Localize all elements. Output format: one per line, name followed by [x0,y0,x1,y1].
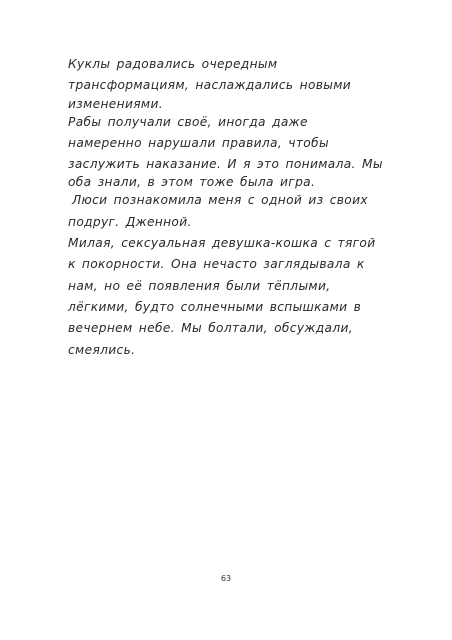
text-line: трансформациям, наслаждались новыми [68,78,352,93]
text-line: смеялись. [68,342,136,357]
text-line: Рабы получали своё, иногда даже [68,114,308,129]
text-line: нам, но её появления были тёплыми, [68,278,331,293]
text-line: Куклы радовались очередным [68,57,278,71]
text-line: подруг. Дженной. [68,214,192,229]
page-number: 63 [220,574,232,583]
text-line: заслужить наказание. И я это понимала. Мы [68,157,383,172]
body-text [68,54,388,361]
text-line: Люси познакомила меня с одной из своих [72,193,368,208]
text-line: Милая, сексуальная девушка-кошка с тягой [68,236,376,251]
text-line: к покорности. Она нечасто заглядывала к [68,257,365,272]
text-line: вечернем небе. Мы болтали, обсуждали, [68,321,353,336]
text-line: оба знали, в этом тоже была игра. [68,175,316,190]
text-line: изменениями. [68,96,163,111]
text-line: намеренно нарушали правила, чтобы [68,135,329,150]
text-line: лёгкими, будто солнечными вспышками в [68,299,362,314]
